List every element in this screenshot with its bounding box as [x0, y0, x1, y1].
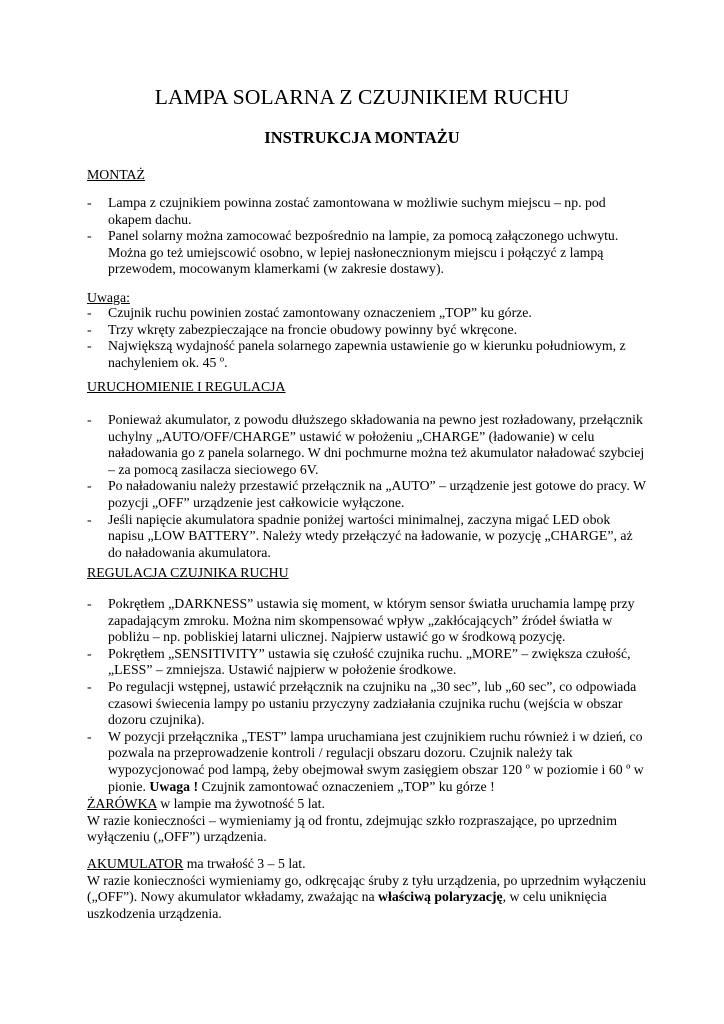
- list-item: - Ponieważ akumulator, z powodu dłuższego składowania na pewno jest rozładowany, przełącznik uchylny „AUTO/OFF/CHARGE” ustawić w położeniu „CHARGE” (ładowanie) w celu naładowania go z panela solarnego. W dni pochmurne można też akumulator naładować szybciej – za pomocą zasilacza sieciowego 6V.: [87, 412, 647, 478]
- akumulator-label: AKUMULATOR: [87, 856, 184, 871]
- uwaga-warning: Uwaga !: [149, 778, 199, 794]
- list-item: - Największą wydajność panela solarnego zapewnia ustawienie go w kierunku południowym, z nachyleniem ok. 45 º.: [87, 338, 647, 371]
- document-title: LAMPA SOLARNA Z CZUJNIKIEM RUCHU: [154, 85, 570, 109]
- montaz-heading: MONTAŻ: [87, 167, 145, 182]
- zarowka-body: W razie konieczności – wymieniamy ją od frontu, zdejmując szkło rozpraszające, po uprzednim wyłączeniu („OFF”) urządzenia.: [87, 812, 617, 845]
- akumulator-section: [87, 856, 647, 922]
- list-item: - Trzy wkręty zabezpieczające na froncie obudowy powinny być wkręcone.: [87, 322, 647, 339]
- zarowka-label: ŻARÓWKA: [87, 796, 157, 811]
- list-item: - Panel solarny można zamocować bezpośrednio na lampie, za pomocą załączonego uchwytu. Można go też umiejscowić osobno, w lepiej nasłonecznionym miejscu i połączyć z lampą przewodem, mocowanym klamerkami (w zakresie dostawy).: [87, 228, 647, 278]
- akumulator-body-end: , w celu uniknięcia uszkodzenia urządzenia.: [87, 889, 607, 921]
- list-item: - Po regulacji wstępnej, ustawić przełącznik na czujniku na „30 sec”, lub „60 sec”, co odpowiada czasowi świecenia lampy po ustaniu przyczyny zadziałania czujnika ruchu (wejścia w obszar dozoru czujnika).: [87, 679, 647, 729]
- polaryzacja-bold: właściwą polaryzację: [378, 889, 503, 905]
- list-item: - Lampa z czujnikiem powinna zostać zamontowana w możliwie suchym miejscu – np. pod okapem dachu.: [87, 195, 647, 228]
- list-item: - Pokrętłem „SENSITIVITY” ustawia się czułość czujnika ruchu. „MORE” – zwiększa czułość, „LESS” – zmniejsza. Ustawić najpierw w położenie środkowe.: [87, 646, 647, 679]
- uwaga-heading: [87, 289, 130, 306]
- akumulator-body-start: W razie konieczności wymieniamy go, odkręcając śruby z tyłu urządzenia, po uprzednim wyłączeniu („OFF”). Nowy akumulator wkładamy, zważając na: [87, 872, 647, 905]
- zarowka-first-line: w lampie ma żywotność 5 lat.: [160, 796, 325, 811]
- list-item: - Jeśli napięcie akumulatora spadnie poniżej wartości minimalnej, zaczyna migać LED obok napisu „LOW BATTERY”. Należy wtedy przełączyć na ładowanie, w pozycję „CHARGE”, aż do naładowania akumulatora.: [87, 512, 647, 562]
- list-item: - Czujnik ruchu powinien zostać zamontowany oznaczeniem „TOP” ku górze.: [87, 305, 647, 322]
- akumulator-first-line: ma trwałość 3 – 5 lat.: [186, 856, 306, 871]
- document-subtitle: INSTRUKCJA MONTAŻU: [264, 128, 460, 147]
- uruchomienie-heading: URUCHOMIENIE I REGULACJA: [87, 379, 286, 394]
- uwaga-heading-text: Uwaga:: [87, 290, 130, 305]
- zarowka-section: [87, 796, 647, 846]
- uwaga-list: [87, 305, 647, 371]
- list-item: - Pokrętłem „DARKNESS” ustawia się moment, w którym sensor światła uruchamia lampę przy zapadającym zmroku. Można nim skompensować wpływ „zakłócających” źródeł światła w pobliżu – np. pobliskiej latarni ulicznej. Najpierw ustawić go w środkową pozycję.: [87, 596, 647, 646]
- uruchomienie-list: [87, 412, 647, 561]
- list-item: - Po naładowaniu należy przestawić przełącznik na „AUTO” – urządzenie jest gotowe do pracy. W pozycji „OFF” urządzenie jest całkowicie wyłączone.: [87, 478, 647, 511]
- montaz-list: [87, 195, 647, 278]
- list-item: [87, 729, 647, 795]
- regulacja-list: [87, 596, 647, 795]
- regulacja-heading: REGULACJA CZUJNIKA RUCHU: [87, 565, 289, 580]
- test-item-text: W pozycji przełącznika „TEST” lampa uruchamiana jest czujnikiem ruchu również i w dzień, co pozwala na przeprowadzenie kontroli / regulacji obszaru dozoru. Czujnik należy tak wypozycjonować pod lampą, żeby obejmował swym zasięgiem obszar 120 º w poziomie i 60 º w pionie.: [108, 728, 644, 794]
- test-item-tail: Czujnik zamontować oznaczeniem „TOP” ku górze !: [201, 778, 495, 794]
